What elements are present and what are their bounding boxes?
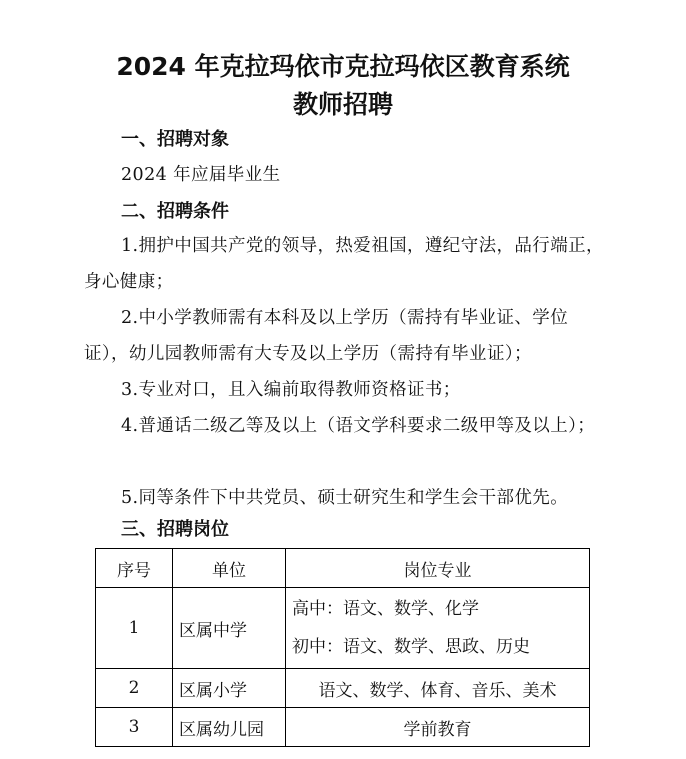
section-heading-conditions: 二、招聘条件: [121, 201, 229, 222]
row-majors: 学前教育: [286, 708, 590, 747]
document-title-line1: 2024 年克拉玛依市克拉玛依区教育系统: [116, 52, 570, 81]
major-line: 高中：语文、数学、化学: [292, 599, 479, 619]
condition-item-4: 4.普通话二级乙等及以上（语文学科要求二级甲等及以上）；: [121, 416, 596, 436]
condition-item-5: 5.同等条件下中共党员、硕士研究生和学生会干部优先。: [121, 488, 569, 508]
column-header-number: 序号: [96, 549, 173, 588]
table-header-row: [96, 549, 590, 588]
row-majors: [286, 588, 590, 669]
condition-item-3: 3.专业对口，且入编前取得教师资格证书；: [121, 380, 461, 400]
row-unit: 区属幼儿园: [173, 708, 286, 747]
row-number: 3: [96, 708, 173, 747]
row-number: 1: [96, 588, 173, 669]
row-unit: 区属小学: [173, 669, 286, 708]
document-title-line2: 教师招聘: [292, 90, 393, 119]
positions-table: [95, 548, 590, 747]
row-number: 2: [96, 669, 173, 708]
target-text: 2024 年应届毕业生: [121, 165, 281, 185]
section-heading-target: 一、招聘对象: [121, 129, 229, 150]
row-unit: 区属中学: [173, 588, 286, 669]
table-row: [96, 588, 590, 669]
condition-item-2: 2.中小学教师需有本科及以上学历（需持有毕业证、学位证），幼儿园教师需有大专及以上学历（需持有毕业证）；: [84, 308, 569, 364]
table-row: [96, 669, 590, 708]
condition-item-1: 1.拥护中国共产党的领导，热爱祖国，遵纪守法，品行端正，身心健康；: [84, 236, 604, 292]
section-heading-positions: 三、招聘岗位: [121, 519, 229, 540]
column-header-unit: 单位: [173, 549, 286, 588]
major-line: 初中：语文、数学、思政、历史: [292, 637, 530, 657]
row-majors: 语文、数学、体育、音乐、美术: [286, 669, 590, 708]
column-header-major: 岗位专业: [286, 549, 590, 588]
table-row: [96, 708, 590, 747]
